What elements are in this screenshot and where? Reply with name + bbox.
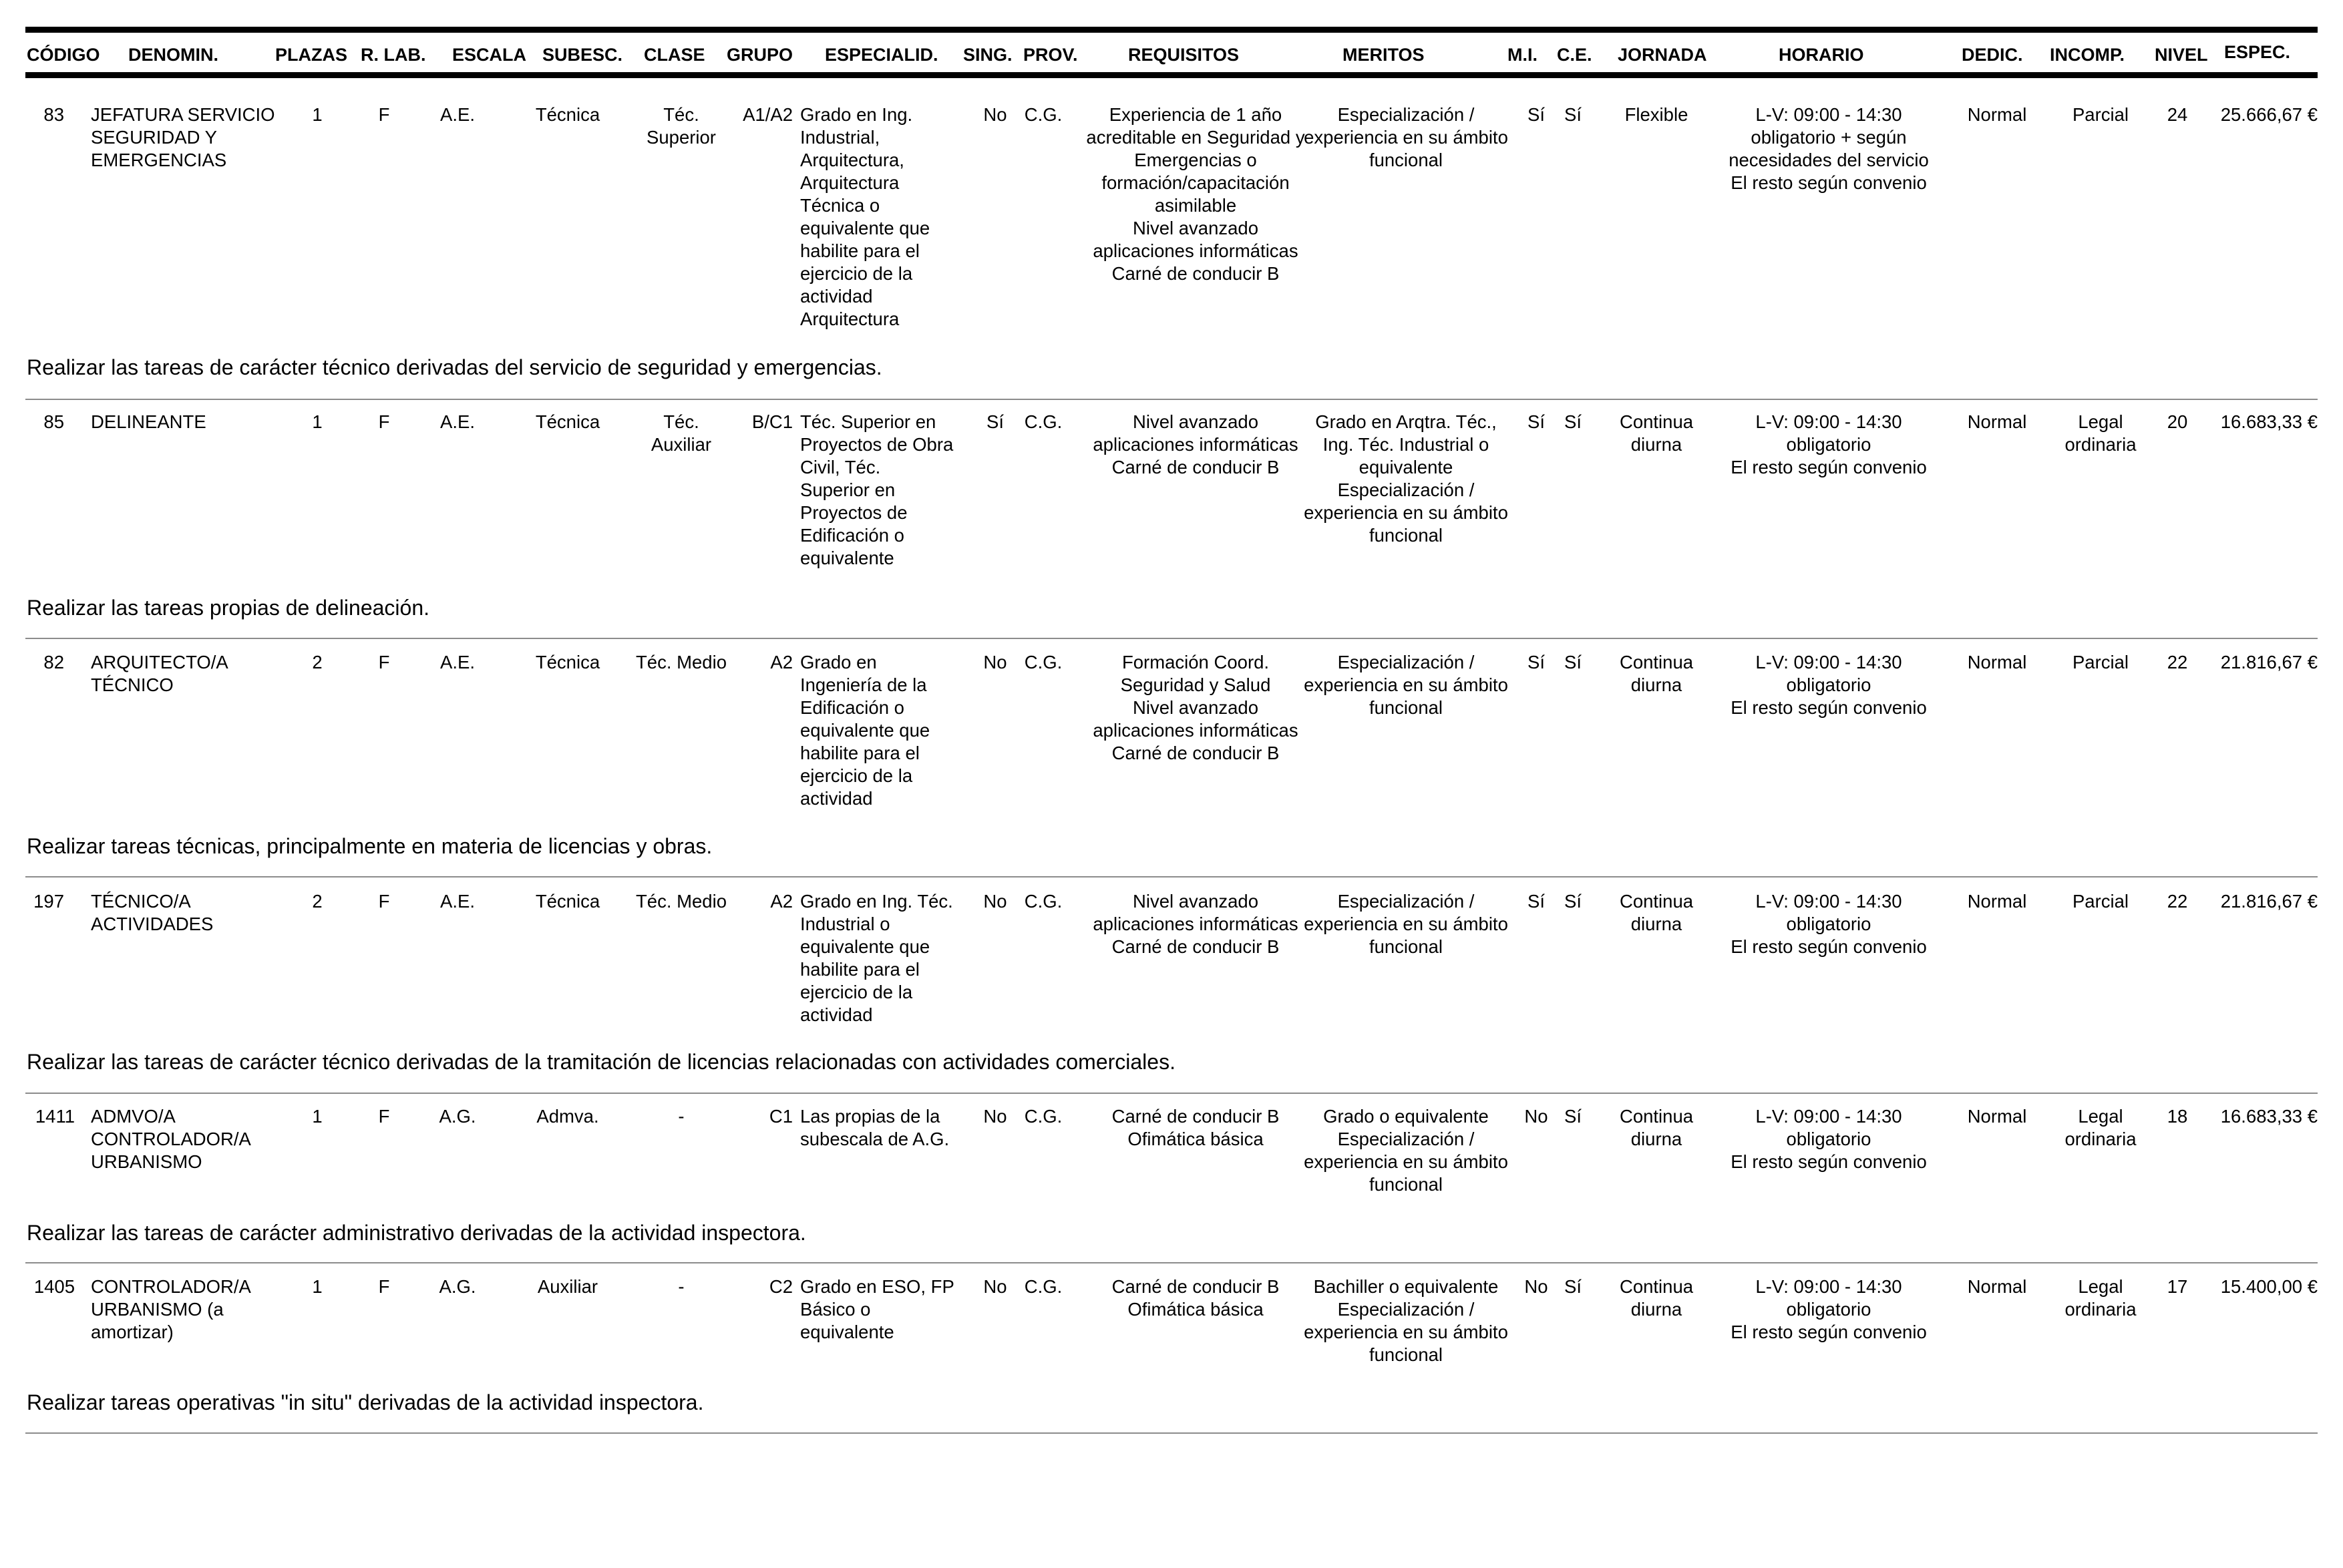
cell-subesc: Técnica [535, 891, 600, 912]
header-escala: ESCALA [452, 45, 527, 65]
cell-espec: 15.400,00 € [2220, 1276, 2318, 1297]
cell-codigo: 85 [43, 411, 64, 432]
cell-plazas: 2 [312, 891, 323, 912]
cell-requisitos: Nivel avanzado aplicaciones informáticas Carné de conducir B [1093, 411, 1298, 477]
cell-denomin: ADMVO/A CONTROLADOR/A URBANISMO [91, 1106, 251, 1172]
cell-dedic: Normal [1967, 1106, 2027, 1127]
cell-prov: C.G. [1024, 1276, 1063, 1297]
cell-r-lab: F [378, 891, 390, 912]
cell-jornada: Continua diurna [1619, 891, 1694, 934]
header-ce: C.E. [1557, 45, 1592, 65]
cell-codigo: 1411 [35, 1106, 75, 1127]
cell-grupo: B/C1 [751, 411, 793, 432]
cell-mi: Sí [1527, 652, 1545, 672]
cell-dedic: Normal [1967, 891, 2027, 912]
table-top-rule [25, 27, 2318, 33]
cell-clase: Téc. Medio [635, 652, 727, 672]
cell-nivel: 17 [2167, 1276, 2188, 1297]
cell-incomp: Legal ordinaria [2064, 1106, 2137, 1149]
cell-prov: C.G. [1024, 411, 1063, 432]
cell-nivel: 18 [2167, 1106, 2188, 1127]
cell-nivel: 22 [2167, 652, 2188, 672]
header-prov: PROV. [1023, 45, 1078, 65]
cell-horario: L-V: 09:00 - 14:30 obligatorio El resto según convenio [1731, 891, 1927, 957]
header-grupo: GRUPO [727, 45, 793, 65]
header-horario: HORARIO [1779, 45, 1864, 65]
cell-horario: L-V: 09:00 - 14:30 obligatorio El resto según convenio [1731, 652, 1927, 718]
cell-plazas: 1 [312, 104, 323, 125]
cell-jornada: Flexible [1624, 104, 1688, 125]
header-meritos: MERITOS [1342, 45, 1425, 65]
cell-prov: C.G. [1024, 891, 1063, 912]
header-especialid: ESPECIALID. [825, 45, 938, 65]
cell-ce: Sí [1564, 1276, 1582, 1297]
cell-requisitos: Carné de conducir B Ofimática básica [1111, 1276, 1280, 1320]
header-codigo: CÓDIGO [27, 45, 100, 65]
cell-codigo: 1405 [33, 1276, 75, 1297]
cell-espec: 16.683,33 € [2220, 1106, 2318, 1127]
cell-incomp: Legal ordinaria [2064, 1276, 2137, 1320]
cell-espec: 21.816,67 € [2220, 652, 2318, 672]
row-description: Realizar las tareas de carácter técnico derivadas de la tramitación de licencias relacionadas con actividades comerciales. [27, 1050, 1176, 1074]
cell-ce: Sí [1564, 891, 1582, 912]
cell-especialid: Grado en Ing. Téc. Industrial o equivalente que habilite para el ejercicio de la actividad [800, 891, 953, 1025]
cell-subesc: Admva. [536, 1106, 599, 1127]
cell-horario: L-V: 09:00 - 14:30 obligatorio El resto según convenio [1731, 1106, 1927, 1172]
cell-ce: Sí [1564, 1106, 1582, 1127]
header-incomp: INCOMP. [2050, 45, 2125, 65]
cell-nivel: 20 [2167, 411, 2188, 432]
cell-incomp: Parcial [2072, 652, 2129, 672]
header-nivel: NIVEL [2155, 45, 2208, 65]
cell-ce: Sí [1564, 652, 1582, 672]
header-subesc: SUBESC. [542, 45, 623, 65]
cell-clase: Téc. Superior [647, 104, 716, 148]
cell-plazas: 1 [312, 1106, 323, 1127]
header-sing: SING. [963, 45, 1013, 65]
cell-espec: 16.683,33 € [2220, 411, 2318, 432]
cell-plazas: 1 [312, 411, 323, 432]
header-jornada: JORNADA [1618, 45, 1707, 65]
cell-ce: Sí [1564, 104, 1582, 125]
cell-subesc: Técnica [535, 652, 600, 672]
cell-subesc: Auxiliar [537, 1276, 598, 1297]
cell-meritos: Grado o equivalente Especialización / experiencia en su ámbito funcional [1304, 1106, 1508, 1195]
row-description: Realizar tareas técnicas, principalmente en materia de licencias y obras. [27, 834, 713, 858]
cell-denomin: ARQUITECTO/A TÉCNICO [91, 652, 228, 695]
cell-escala: A.G. [439, 1106, 476, 1127]
cell-prov: C.G. [1024, 104, 1063, 125]
cell-jornada: Continua diurna [1619, 1276, 1694, 1320]
cell-grupo: C1 [769, 1106, 793, 1127]
header-r-lab: R. LAB. [361, 45, 426, 65]
cell-requisitos: Carné de conducir B Ofimática básica [1111, 1106, 1280, 1149]
cell-nivel: 24 [2167, 104, 2188, 125]
header-plazas: PLAZAS [275, 45, 347, 65]
cell-sing: No [983, 104, 1007, 125]
cell-sing: No [983, 1106, 1007, 1127]
cell-escala: A.E. [440, 652, 475, 672]
cell-dedic: Normal [1967, 652, 2027, 672]
header-requisitos: REQUISITOS [1128, 45, 1240, 65]
cell-denomin: JEFATURA SERVICIO SEGURIDAD Y EMERGENCIAS [91, 104, 275, 170]
cell-requisitos: Nivel avanzado aplicaciones informáticas Carné de conducir B [1093, 891, 1298, 957]
cell-horario: L-V: 09:00 - 14:30 obligatorio El resto según convenio [1731, 1276, 1927, 1342]
cell-requisitos: Formación Coord. Seguridad y Salud Nivel avanzado aplicaciones informáticas Carné de conducir B [1093, 652, 1298, 763]
cell-subesc: Técnica [535, 411, 600, 432]
row-description: Realizar las tareas de carácter administrativo derivadas de la actividad inspectora. [27, 1221, 806, 1245]
cell-nivel: 22 [2167, 891, 2188, 912]
cell-escala: A.E. [440, 891, 475, 912]
cell-dedic: Normal [1967, 411, 2027, 432]
cell-r-lab: F [378, 652, 390, 672]
cell-clase: - [678, 1106, 685, 1127]
cell-espec: 21.816,67 € [2220, 891, 2318, 912]
cell-denomin: CONTROLADOR/A URBANISMO (a amortizar) [91, 1276, 251, 1342]
cell-jornada: Continua diurna [1619, 652, 1694, 695]
row-separator [25, 1093, 2318, 1094]
cell-meritos: Especialización / experiencia en su ámbito funcional [1304, 652, 1508, 718]
cell-codigo: 82 [43, 652, 64, 672]
cell-especialid: Grado en Ingeniería de la Edificación o equivalente que habilite para el ejercicio de la actividad [800, 652, 930, 809]
cell-meritos: Especialización / experiencia en su ámbito funcional [1304, 104, 1508, 170]
cell-sing: No [983, 652, 1007, 672]
cell-denomin: TÉCNICO/A ACTIVIDADES [91, 891, 214, 934]
cell-sing: No [983, 1276, 1007, 1297]
cell-incomp: Legal ordinaria [2064, 411, 2137, 455]
cell-especialid: Téc. Superior en Proyectos de Obra Civil, Téc. Superior en Proyectos de Edificación o equivalente [800, 411, 954, 568]
cell-mi: Sí [1527, 411, 1545, 432]
row-description: Realizar las tareas de carácter técnico derivadas del servicio de seguridad y emergencias. [27, 355, 882, 379]
cell-meritos: Grado en Arqtra. Téc., Ing. Téc. Industrial o equivalente Especialización / experiencia en su ámbito funcional [1304, 411, 1508, 546]
cell-grupo: A2 [770, 891, 793, 912]
row-description: Realizar las tareas propias de delineación. [27, 596, 430, 620]
cell-clase: Téc. Medio [635, 891, 727, 912]
cell-codigo: 83 [43, 104, 64, 125]
header-clase: CLASE [644, 45, 705, 65]
cell-r-lab: F [378, 104, 390, 125]
cell-plazas: 1 [312, 1276, 323, 1297]
table-bottom-rule [25, 1432, 2318, 1434]
cell-jornada: Continua diurna [1619, 411, 1694, 455]
cell-mi: No [1524, 1276, 1548, 1297]
cell-mi: No [1524, 1106, 1548, 1127]
cell-mi: Sí [1527, 891, 1545, 912]
cell-prov: C.G. [1024, 652, 1063, 672]
header-bottom-rule [25, 72, 2318, 78]
cell-r-lab: F [378, 1106, 390, 1127]
cell-espec: 25.666,67 € [2220, 104, 2318, 125]
cell-incomp: Parcial [2072, 891, 2129, 912]
cell-plazas: 2 [312, 652, 323, 672]
cell-clase: Téc. Auxiliar [651, 411, 712, 455]
cell-r-lab: F [378, 1276, 390, 1297]
cell-requisitos: Experiencia de 1 año acreditable en Seguridad y Emergencias o formación/capacitación asimilable Nivel avanzado aplicaciones informáticas Carné de conducir B [1086, 104, 1305, 284]
cell-ce: Sí [1564, 411, 1582, 432]
cell-especialid: Grado en ESO, FP Básico o equivalente [800, 1276, 954, 1342]
cell-incomp: Parcial [2072, 104, 2129, 125]
cell-mi: Sí [1527, 104, 1545, 125]
row-separator [25, 876, 2318, 877]
cell-clase: - [678, 1276, 685, 1297]
cell-grupo: C2 [769, 1276, 793, 1297]
cell-escala: A.G. [439, 1276, 476, 1297]
cell-meritos: Especialización / experiencia en su ámbito funcional [1304, 891, 1508, 957]
cell-escala: A.E. [440, 104, 475, 125]
header-espec: ESPEC. [2224, 42, 2291, 62]
cell-sing: No [983, 891, 1007, 912]
header-mi: M.I. [1507, 45, 1538, 65]
cell-denomin: DELINEANTE [91, 411, 206, 432]
header-dedic: DEDIC. [1962, 45, 2023, 65]
cell-escala: A.E. [440, 411, 475, 432]
cell-grupo: A1/A2 [743, 104, 793, 125]
cell-jornada: Continua diurna [1619, 1106, 1694, 1149]
cell-especialid: Las propias de la subescala de A.G. [800, 1106, 950, 1149]
cell-dedic: Normal [1967, 1276, 2027, 1297]
cell-subesc: Técnica [535, 104, 600, 125]
cell-codigo: 197 [33, 891, 64, 912]
row-separator [25, 1262, 2318, 1263]
cell-grupo: A2 [770, 652, 793, 672]
cell-horario: L-V: 09:00 - 14:30 obligatorio + según necesidades del servicio El resto según convenio [1729, 104, 1929, 193]
cell-meritos: Bachiller o equivalente Especialización / experiencia en su ámbito funcional [1304, 1276, 1508, 1365]
row-description: Realizar tareas operativas "in situ" derivadas de la actividad inspectora. [27, 1390, 704, 1414]
cell-dedic: Normal [1967, 104, 2027, 125]
cell-sing: Sí [986, 411, 1004, 432]
cell-horario: L-V: 09:00 - 14:30 obligatorio El resto según convenio [1731, 411, 1927, 477]
row-separator [25, 399, 2318, 400]
header-denomin: DENOMIN. [128, 45, 218, 65]
cell-especialid: Grado en Ing. Industrial, Arquitectura, Arquitectura Técnica o equivalente que habilite para el ejercicio de la actividad Arquitectura [800, 104, 930, 329]
row-separator [25, 638, 2318, 639]
cell-r-lab: F [378, 411, 390, 432]
cell-prov: C.G. [1024, 1106, 1063, 1127]
